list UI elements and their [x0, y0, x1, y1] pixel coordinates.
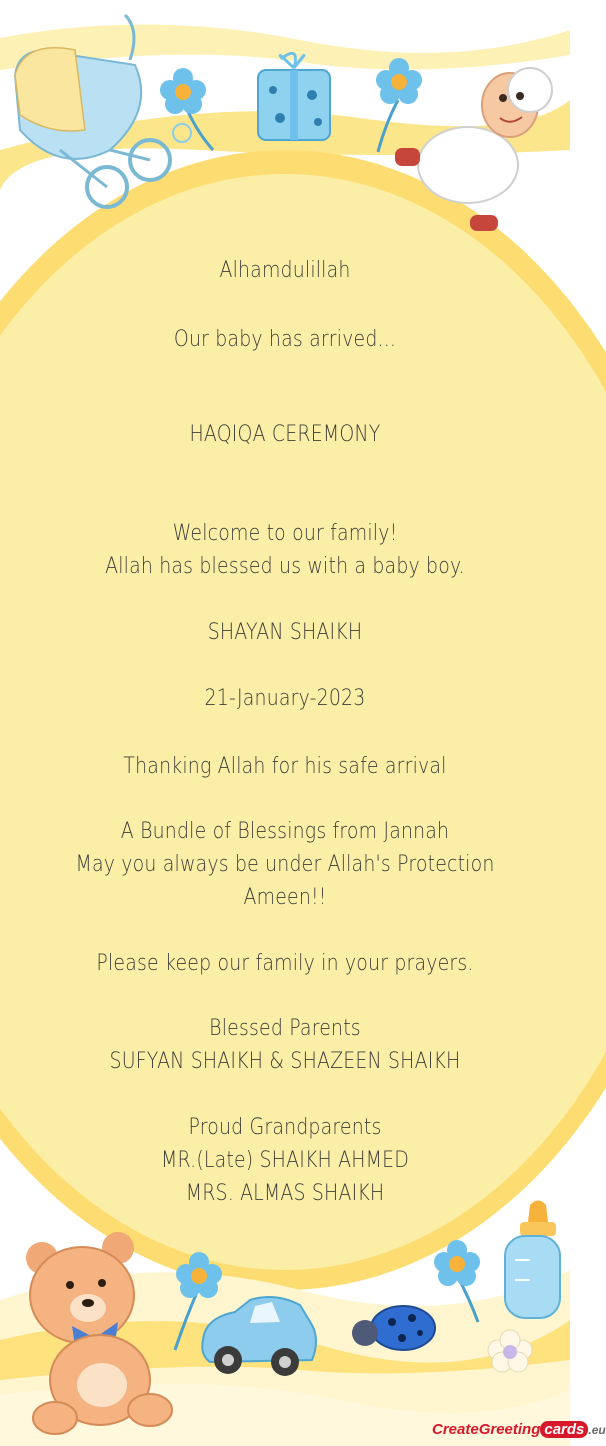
baby-name: SHAYAN SHAIKH — [207, 620, 363, 645]
birth-date: 21-January-2023 — [204, 686, 366, 711]
message-line: May you always be under Allah's Protection — [75, 852, 495, 877]
grandparents-heading: Proud Grandparents — [188, 1115, 382, 1140]
message-line: Thanking Allah for his safe arrival — [123, 754, 447, 779]
brand-logo-link[interactable] — [432, 1417, 606, 1443]
brand-text: .eu — [588, 1423, 606, 1437]
grandparent-name: MR.(Late) SHAIKH AHMED — [160, 1148, 409, 1173]
message-line: Allah has blessed us with a baby boy. — [105, 554, 465, 579]
brand-text: cards — [540, 1421, 588, 1438]
grandparent-name: MRS. ALMAS SHAIKH — [185, 1181, 385, 1206]
brand-text: CreateGreeting — [432, 1421, 541, 1438]
message-line: A Bundle of Blessings from Jannah — [120, 819, 450, 844]
parents-names: SUFYAN SHAIKH & SHAZEEN SHAIKH — [109, 1049, 461, 1074]
message-line: Welcome to our family! — [172, 521, 398, 546]
parents-heading: Blessed Parents — [209, 1016, 361, 1041]
message-line: Ameen!! — [243, 885, 327, 910]
message-line: Our baby has arrived... — [173, 327, 397, 352]
message-line: Please keep our family in your prayers. — [96, 951, 474, 976]
message-line: Alhamdulillah — [219, 258, 351, 283]
event-title: HAQIQA CEREMONY — [189, 422, 381, 447]
